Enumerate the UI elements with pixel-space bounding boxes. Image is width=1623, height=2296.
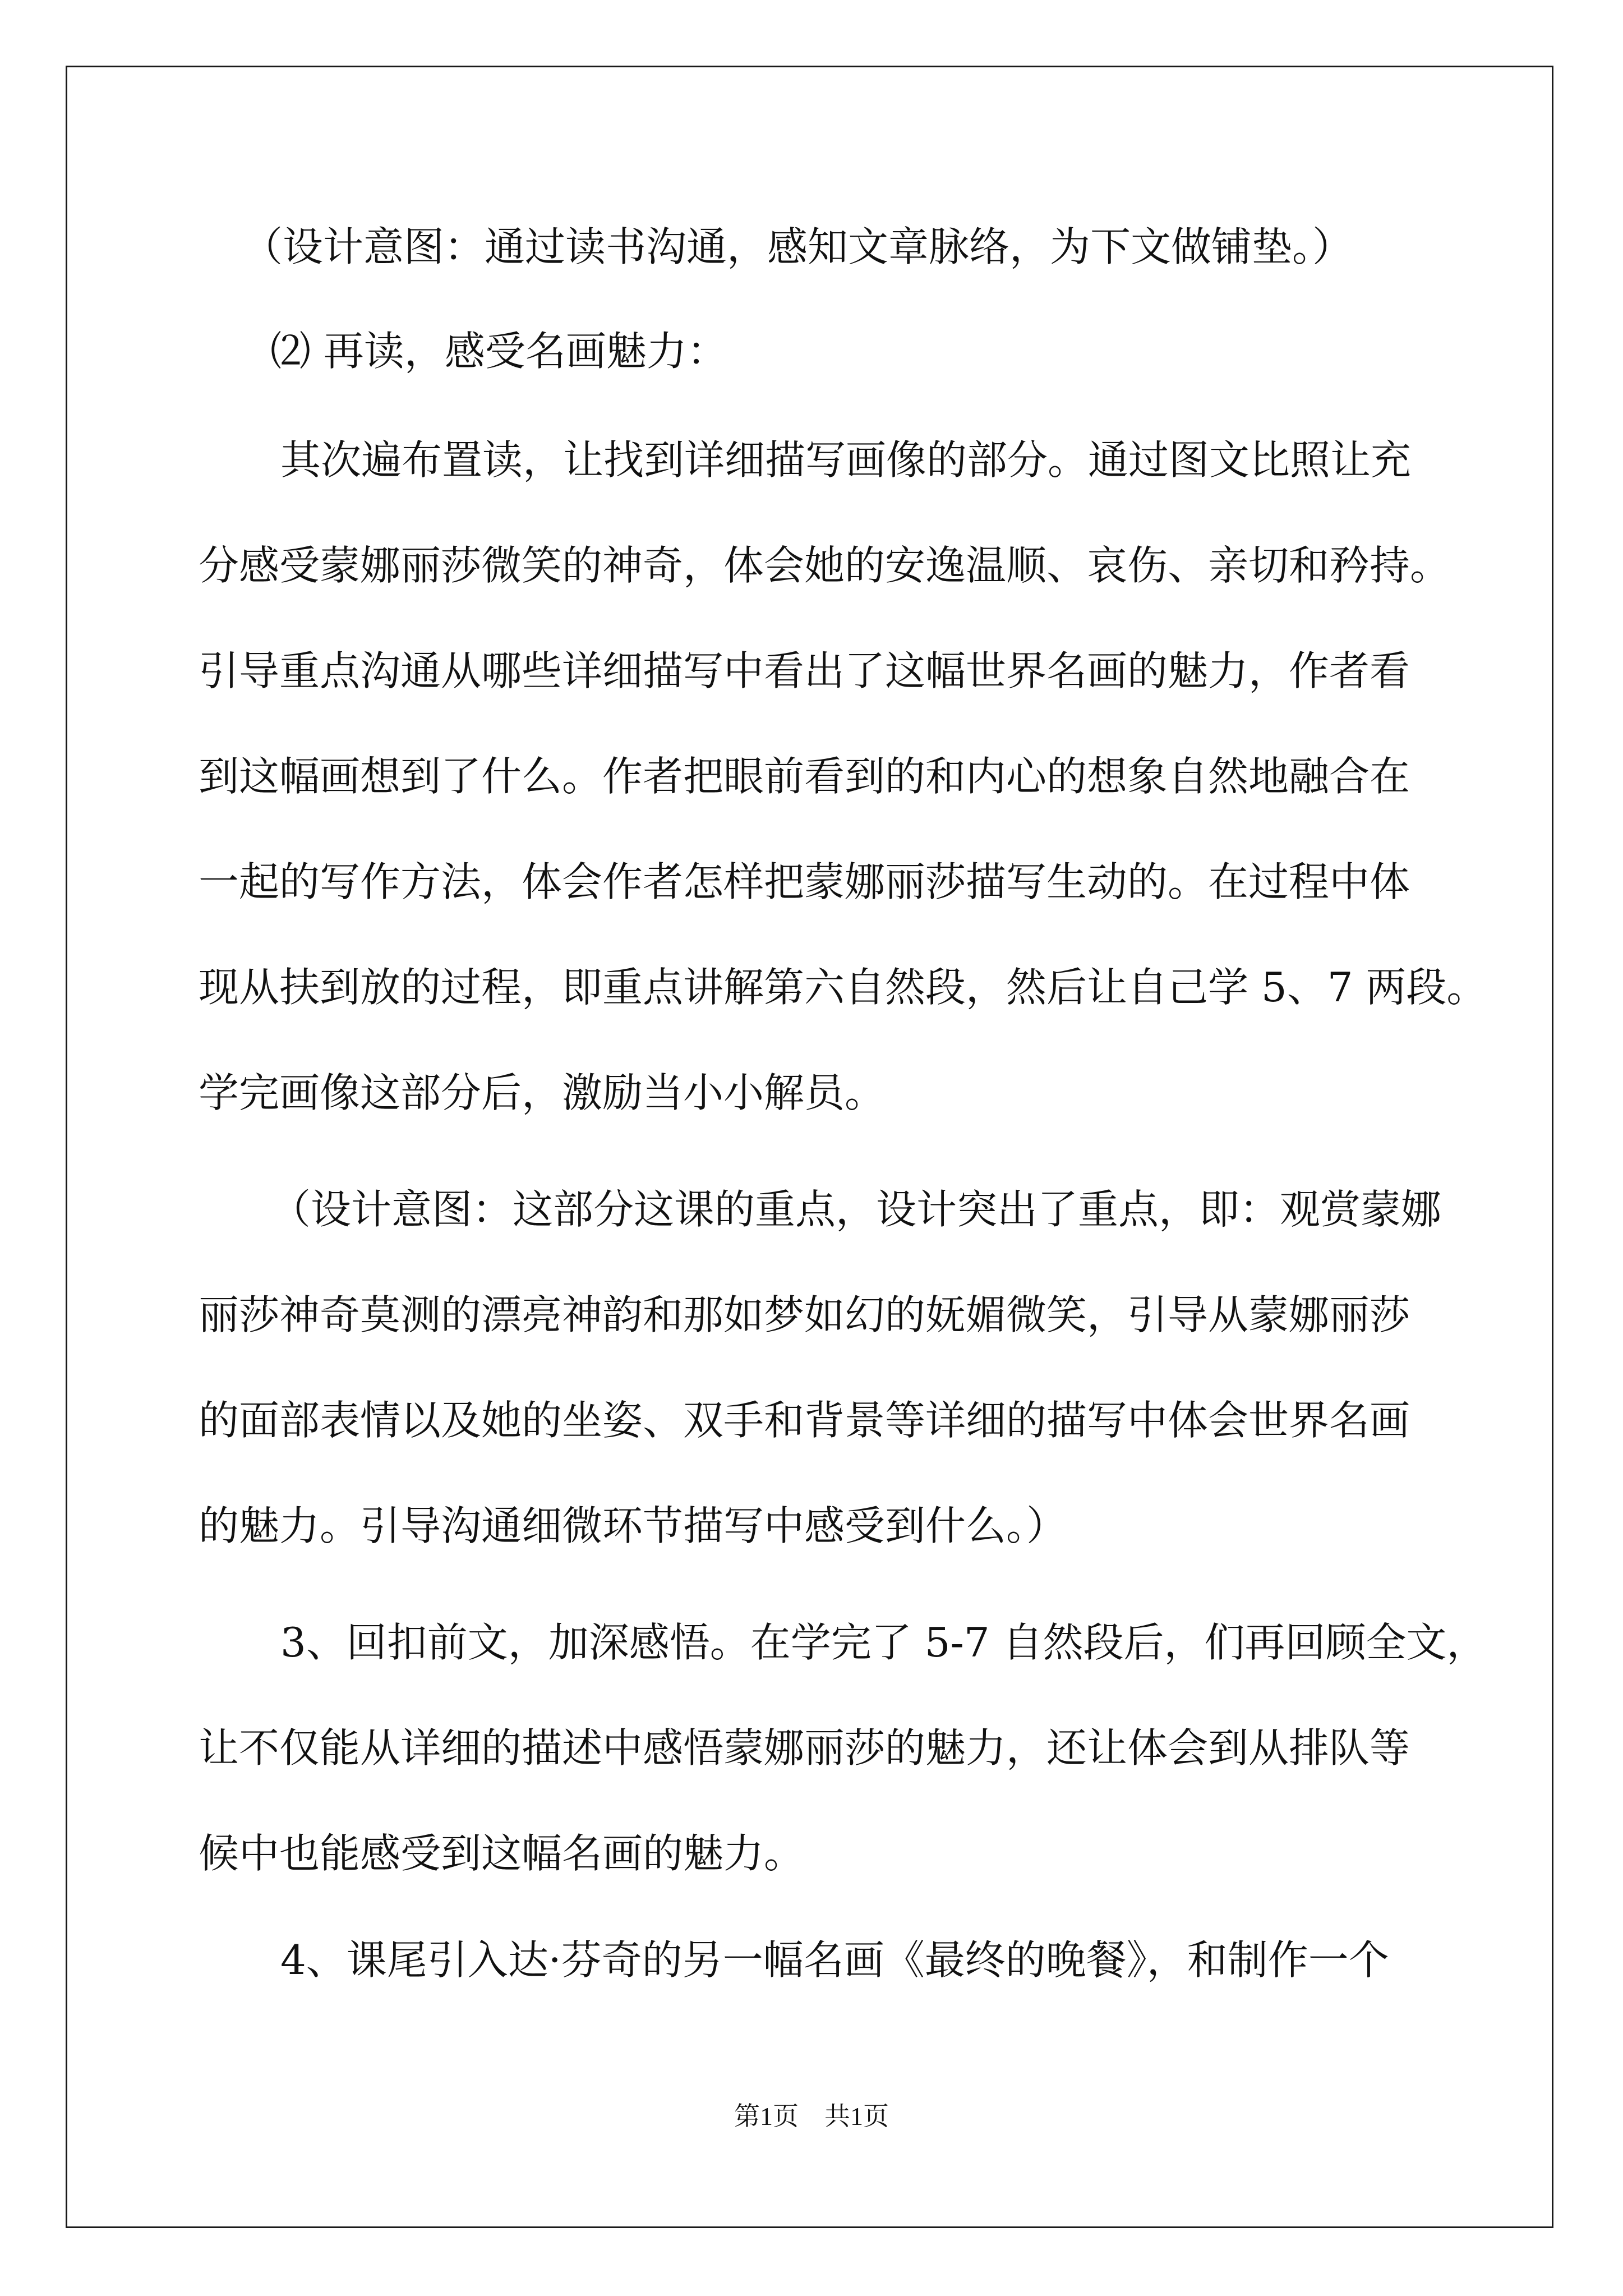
text-line: 到这幅画想到了什么。作者把眼前看到的和内心的想象自然地融合在	[199, 753, 1410, 800]
paragraph-design-intent-2: （设计意图：这部分这课的重点，设计突出了重点，即：观赏蒙娜	[270, 1186, 1442, 1233]
text-line: 候中也能感受到这幅名画的魅力。	[199, 1830, 805, 1877]
page-border	[66, 66, 1553, 2228]
paragraph-step-3: 3、回扣前文，加深感悟。在学完了 5-7 自然段后，们再回顾全文，	[280, 1619, 1487, 1666]
paragraph-design-intent-1: （设计意图：通过读书沟通，感知文章脉络，为下文做铺垫。）	[242, 223, 1353, 270]
text-line: 现从扶到放的过程，即重点讲解第六自然段，然后让自己学 5、7 两段。	[199, 964, 1487, 1011]
paragraph-reread-heading: ⑵ 再读，感受名画魅力：	[270, 328, 727, 375]
text-line: 一起的写作方法，体会作者怎样把蒙娜丽莎描写生动的。在过程中体	[199, 858, 1410, 905]
text-line: 丽莎神奇莫测的漂亮神韵和那如梦如幻的妩媚微笑，引导从蒙娜丽莎	[199, 1291, 1410, 1338]
text-line: 学完画像这部分后，激励当小小解员。	[199, 1069, 886, 1116]
text-line: 其次遍布置读，让找到详细描写画像的部分。通过图文比照让充	[280, 436, 1412, 484]
page-footer: 第1页 共1页	[734, 2102, 889, 2131]
text-line: 的魅力。引导沟通细微环节描写中感受到什么。）	[199, 1502, 1067, 1549]
text-line: 分感受蒙娜丽莎微笑的神奇，体会她的安逸温顺、哀伤、亲切和矜持。	[199, 542, 1451, 589]
text-line: 引导重点沟通从哪些详细描写中看出了这幅世界名画的魅力，作者看	[199, 647, 1410, 694]
text-line: 让不仅能从详细的描述中感悟蒙娜丽莎的魅力，还让体会到从排队等	[199, 1724, 1410, 1772]
text-line: 的面部表情以及她的坐姿、双手和背景等详细的描写中体会世界名画	[199, 1397, 1410, 1444]
paragraph-step-4: 4、课尾引入达·芬奇的另一幅名画《最终的晚餐》，和制作一个	[280, 1936, 1389, 1984]
